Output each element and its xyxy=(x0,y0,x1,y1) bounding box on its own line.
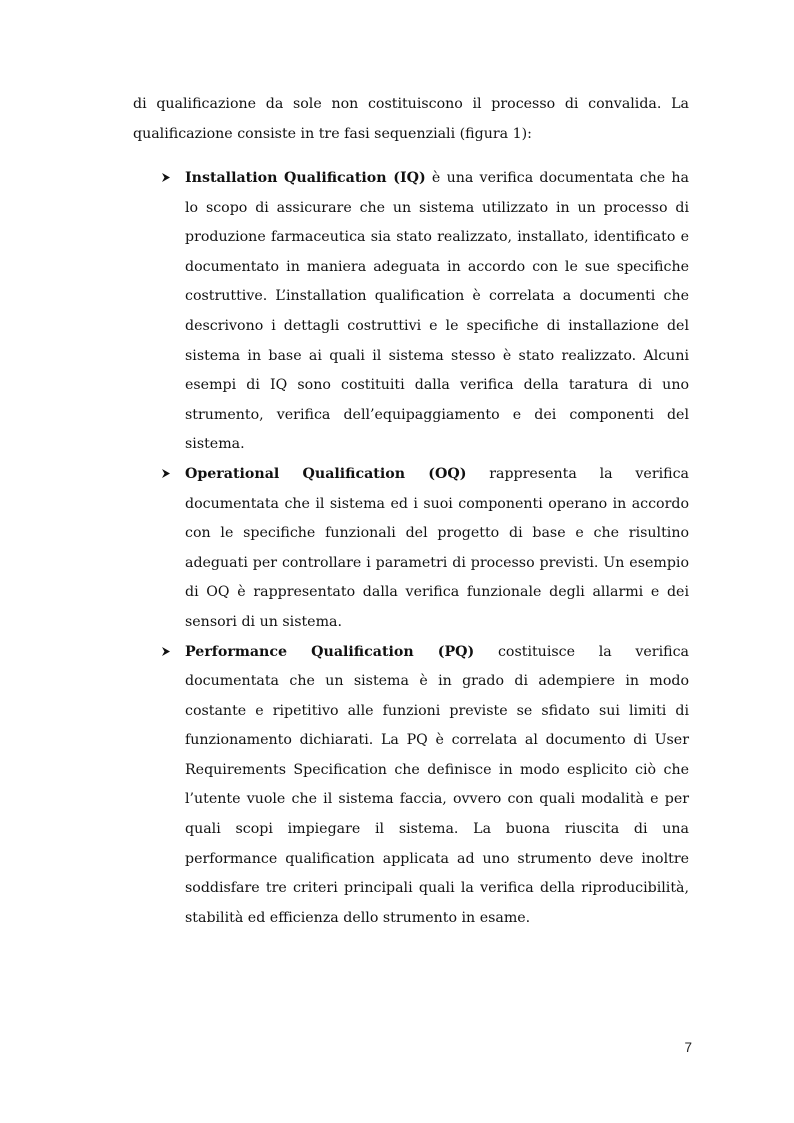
term-iq: Installation Qualification (IQ) xyxy=(185,170,426,186)
list-item-pq xyxy=(161,638,689,934)
arrowhead-bullet-icon xyxy=(161,460,185,490)
list-item-text xyxy=(185,164,689,460)
description-iq: è una verifica documentata che ha lo scopo di assicurare che un sistema utilizzato in un processo di produzione farmaceutica sia stato realizzato, installato, identificato e documentato in maniera adeguata in accordo con le sue specifiche costruttive. L’installation qualification è correlata a documenti che descrivono i dettagli costruttivi e le specifiche di installazione del sistema in base ai quali il sistema stesso è stato realizzato. Alcuni esempi di IQ sono costituiti dalla verifica della taratura di uno strumento, verifica dell’equipaggiamento e dei componenti del sistema. xyxy=(185,170,689,453)
intro-paragraph: di qualificazione da sole non costituiscono il processo di convalida. La qualificazione consiste in tre fasi sequenziali (figura 1): xyxy=(133,96,689,142)
qualification-phases-list xyxy=(161,164,689,933)
list-item-iq xyxy=(161,164,689,460)
list-item-text xyxy=(185,638,689,934)
list-item-text xyxy=(185,460,689,638)
term-oq: Operational Qualification (OQ) xyxy=(185,465,467,482)
term-pq: Performance Qualification (PQ) xyxy=(185,643,475,660)
list-item-oq xyxy=(161,460,689,638)
page-number: 7 xyxy=(684,1040,692,1055)
description-oq: rappresenta la verifica documentata che il sistema ed i suoi componenti operano in accordo con le specifiche funzionali del progetto di base e che risultino adeguati per controllare i parametri di processo previsti. Un esempio di OQ è rappresentato dalla verifica funzionale degli allarmi e dei sensori di un sistema. xyxy=(185,465,690,630)
arrowhead-bullet-icon xyxy=(161,638,185,668)
description-pq: costituisce la verifica documentata che un sistema è in grado di adempiere in modo costante e ripetitivo alle funzioni previste se sfidato sui limiti di funzionamento dichiarati. La PQ è correlata al documento di User Requirements Specification che definisce in modo esplicito ciò che l’utente vuole che il sistema faccia, ovvero con quali modalità e per quali scopi impiegare il sistema. La buona riuscita di una performance qualification applicata ad uno strumento deve inoltre soddisfare tre criteri principali quali la verifica della riproducibilità, stabilità ed efficienza dello strumento in esame. xyxy=(185,643,689,926)
arrowhead-bullet-icon xyxy=(161,164,185,194)
